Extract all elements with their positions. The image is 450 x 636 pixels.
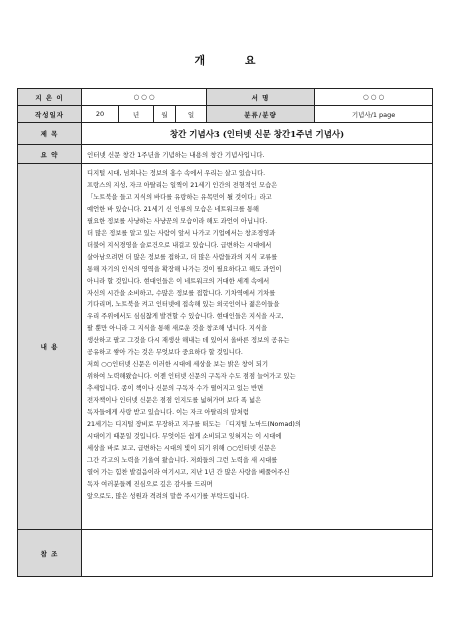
author-label: 지 은 이	[18, 89, 82, 106]
content-line: 살아남으려면 더 많은 정보를 접하고, 더 많은 사람들과의 지식 교류를	[87, 253, 278, 261]
reference-label: 참 조	[18, 530, 82, 577]
content-line: 예언한 바 있습니다. 21세기 신 인류의 모습은 네트워크를 통해	[87, 205, 260, 213]
content-line: 추세입니다. 종이 책이나 신문의 구독자 수가 떨어지고 있는 반면	[87, 385, 264, 393]
content-line: 세상을 바로 보고, 급변하는 시대의 빛이 되기 위해 ○○인터넷 신문은	[87, 444, 277, 452]
content-line: 자신의 시간을 소비하고, 수많은 정보를 접합니다. 기차역에서 기차를	[87, 289, 276, 297]
content-line: 그간 각고의 노력을 기울여 왔습니다. 저희들의 그런 노력을 새 시대를	[87, 456, 278, 464]
content-line: 독자들에게 사랑 받고 있습니다. 이는 자크 아탈리의 말처럼	[87, 409, 249, 417]
content-line: 위하여 노력해왔습니다. 이젠 인터넷 신문의 구독자 수도 점점 늘어가고 있는	[87, 373, 296, 381]
content-line: 우리 주위에서도 심심찮게 발견할 수 있습니다. 현대인들은 지식을 사고,	[87, 313, 284, 321]
content-line: 21세기는 디지털 장비로 무장하고 지구를 떠도는 「디지털 노마드(Nomad)의	[87, 421, 301, 429]
content-line: 통해 자기의 인식의 영역을 확장해 나가는 것이 필요하다고 해도 과언이	[87, 265, 282, 273]
page-title: 개 요	[194, 54, 274, 67]
date-day-unit: 일	[176, 106, 207, 123]
content-line: 앞으로도, 많은 성원과 격려의 말씀 주시기를 부탁드립니다.	[87, 492, 249, 500]
date-label: 작성일자	[18, 106, 82, 123]
content-line: 저희 ○○인터넷 신문은 이러한 시대에 세상을 보는 밝은 창이 되기	[87, 361, 269, 369]
content-line: 독자 여러분들께 진심으로 깊은 감사를 드리며	[87, 480, 213, 488]
date-year-unit: 년	[119, 106, 154, 123]
date-month-unit: 월	[154, 106, 176, 123]
signature-value: ○ ○ ○	[315, 89, 433, 106]
content-line: 생산하고 팔고 그것을 다시 재생산 해내는 데 있어서 올바른 정보의 공유는	[87, 337, 290, 345]
reference-value	[82, 530, 433, 577]
date-year: 20	[82, 106, 119, 123]
subject-value: 창간 기념사3 (인터넷 신문 창간1주년 기념사)	[82, 123, 433, 145]
content-line: 시대이기 때문일 것입니다. 무엇이든 쉽게 소비되고 잊혀지는 이 시대에	[87, 432, 282, 440]
content-line: 「노트북을 들고 지식의 바다를 유랑하는 유목민이 될 것이다」라고	[87, 193, 272, 201]
content-line: 전자책이나 인터넷 신문은 점점 인지도를 넓혀가며 보다 폭 넓은	[87, 397, 262, 405]
content-body	[82, 164, 433, 530]
content-line: 팔 뿐만 아니라 그 지식을 통해 새로운 것을 창조해 냅니다. 지식을	[87, 325, 268, 333]
author-value: ○ ○ ○	[82, 89, 207, 106]
category-value: 기념사/1 page	[315, 106, 433, 123]
signature-label: 서 명	[207, 89, 315, 106]
category-label: 분류/분량	[207, 106, 315, 123]
content-line: 기다리며, 노트북을 켜고 인터넷에 접속해 있는 외국인이나 젊은이들을	[87, 301, 280, 309]
content-line: 아니라 할 것입니다. 현대인들은 이 네트워크의 거대한 세계 속에서	[87, 277, 270, 285]
content-line: 더불어 지식경영을 슬로건으로 내걸고 있습니다. 급변하는 시대에서	[87, 241, 272, 249]
content-line: 필요한 정보를 사냥하는 사냥꾼의 모습이라 해도 과언이 아닙니다.	[87, 217, 268, 225]
summary-label: 요 약	[18, 145, 82, 164]
content-line: 디지털 시대, 넘쳐나는 정보의 홍수 속에서 우리는 살고 있습니다.	[87, 170, 266, 177]
summary-value: 인터넷 신문 창간 1주년을 기념하는 내용의 창간 기념사입니다.	[82, 145, 433, 164]
content-line: 더 많은 정보를 알고 있는 사람이 앞서 나가고 기업에서는 창조경영과	[87, 229, 276, 237]
content-label: 내 용	[18, 164, 82, 530]
content-line: 공유하고 쌓아 가는 것은 무엇보다 중요하다 할 것입니다.	[87, 349, 243, 357]
content-line: 열어 가는 힘찬 발걸음이라 여기시고, 지난 1년 간 많은 사랑을 베풀어주신	[87, 468, 290, 476]
summary-form-table	[17, 88, 433, 577]
subject-label: 제 목	[18, 123, 82, 145]
content-line: 프랑스의 지성, 자크 아탈리는 일찍이 21세기 인간의 전형적인 모습은	[87, 181, 278, 189]
